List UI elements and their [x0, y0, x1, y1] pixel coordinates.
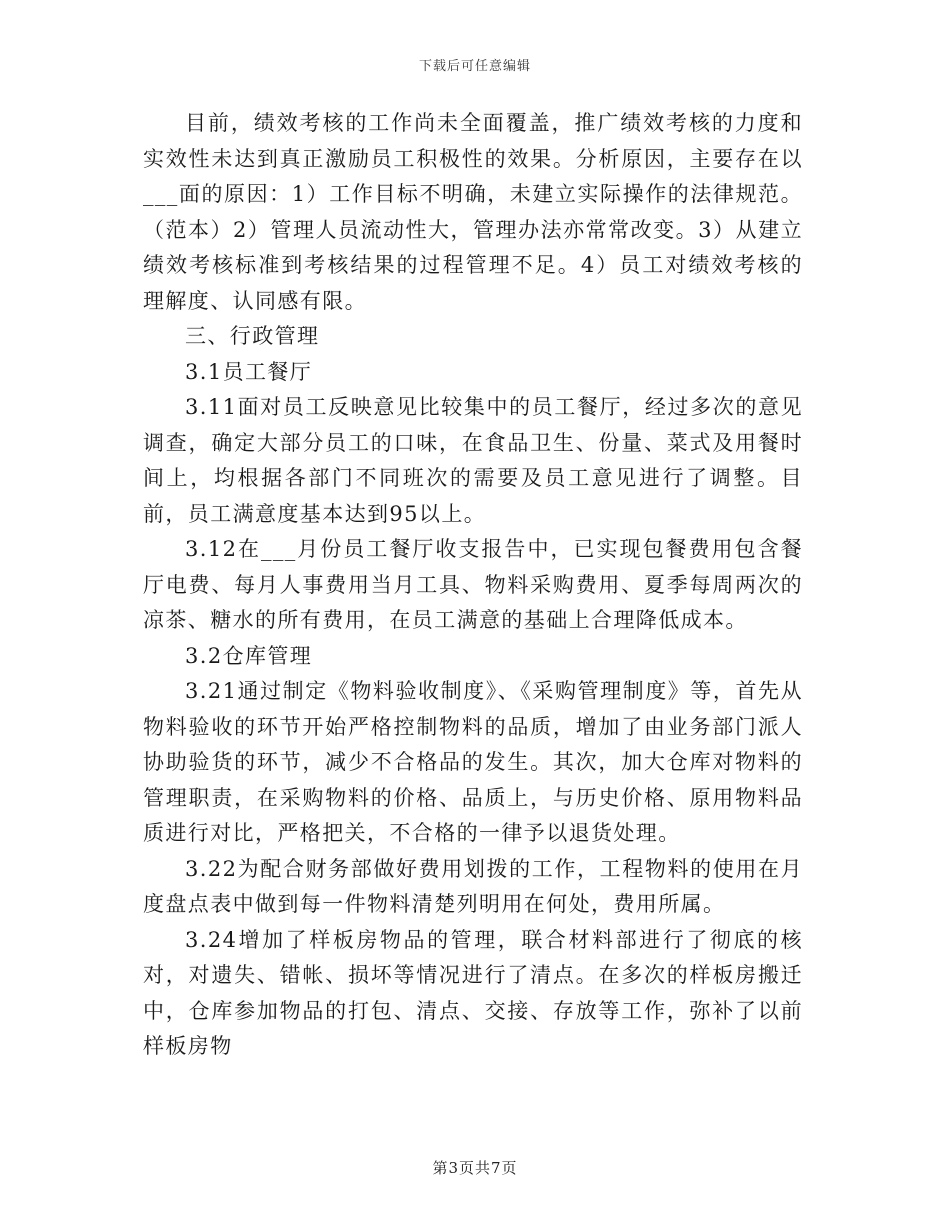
section-heading-admin: 三、行政管理 — [185, 324, 320, 348]
paragraph-warehouse-showroom: 3.24增加了样板房物品的管理，联合材料部进行了彻底的核对，对遗失、错帐、损坏等情况进行了清点。在多次的样板房搬迁中，仓库参加物品的打包、清点、交接、存放等工作，弥补了以前样板房物 — [143, 927, 803, 1058]
paragraph-warehouse-finance: 3.22为配合财务部做好费用划拨的工作，工程物料的使用在月度盘点表中做到每一件物料清楚列明用在何处，费用所属。 — [143, 856, 803, 916]
page-footer: 第3页共7页 — [432, 1159, 518, 1177]
page-header: 下载后可任意编辑 — [418, 59, 531, 74]
paragraph-canteen-survey: 3.11面对员工反映意见比较集中的员工餐厅，经过多次的意见调查，确定大部分员工的口味，在食品卫生、份量、菜式及用餐时间上，均根据各部门不同班次的需要及员工意见进行了调整。目前，员工满意度基本达到95以上。 — [143, 395, 803, 526]
subsection-heading-canteen: 3.1员工餐厅 — [185, 359, 313, 384]
subsection-heading-warehouse: 3.2仓库管理 — [185, 643, 313, 668]
paragraph-warehouse-inspection: 3.21通过制定《物料验收制度》、《采购管理制度》等，首先从物料验收的环节开始严格控制物料的品质，增加了由业务部门派人协助验货的环节，减少不合格品的发生。其次，加大仓库对物料的管理职责，在采购物料的价格、品质上，与历史价格、原用物料品质进行对比，严格把关，不合格的一律予以退货处理。 — [143, 679, 803, 845]
document-body — [143, 106, 803, 1065]
paragraph-performance-review: 目前，绩效考核的工作尚未全面覆盖，推广绩效考核的力度和实效性未达到真正激励员工积极性的效果。分析原因，主要存在以___面的原因：1）工作目标不明确，未建立实际操作的法律规范。（范本）2）管理人员流动性大，管理办法亦常常改变。3）从建立绩效考核标准到考核结果的过程管理不足。4）员工对绩效考核的理解度、认同感有限。 — [143, 111, 803, 313]
paragraph-canteen-budget: 3.12在___月份员工餐厅收支报告中，已实现包餐费用包含餐厅电费、每月人事费用当月工具、物料采购费用、夏季每周两次的凉茶、糖水的所有费用，在员工满意的基础上合理降低成本。 — [143, 537, 803, 632]
